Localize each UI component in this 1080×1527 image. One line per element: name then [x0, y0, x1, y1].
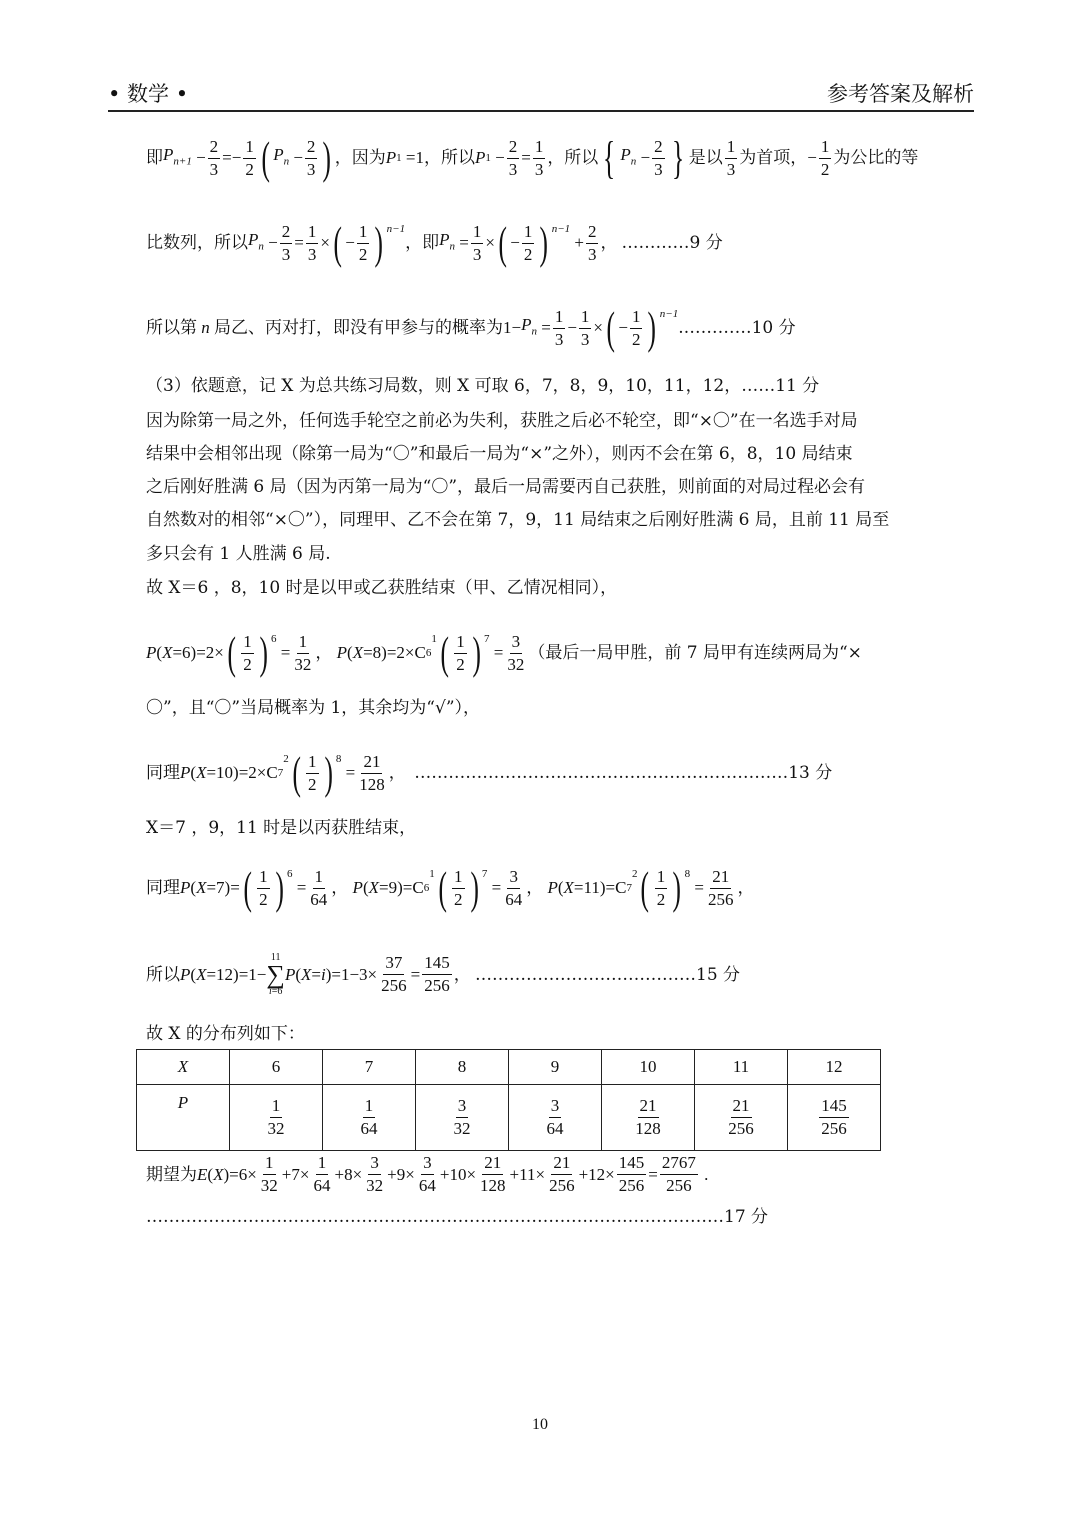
table-cell: $\frac{1}{64}$	[323, 1085, 416, 1151]
table-cell: $\frac{1}{32}$	[230, 1085, 323, 1151]
line-6: 同理 P ( X =10)=2×C 7 $^2$ ( $\frac{1}{2}$ ) $^8$ = $\frac{21}{128}$ ， …………………………………………………………13 分	[146, 747, 833, 798]
table-cell: X	[137, 1050, 230, 1085]
table-cell: P	[137, 1085, 230, 1151]
line-9: 所以 P ( X =12)=1− 11 ∑ i=6 P ( X = i )=1−3× $\frac{37}{256}$ = $\frac{145}{256}$ ， …………………………………15 分	[146, 951, 741, 997]
page-header	[108, 78, 974, 110]
part-3-intro: （3）依题意，记 X 为总共练习局数，则 X 可取 6，7，8，9，10，11，12，……11 分	[146, 376, 820, 396]
line-8: 同理 P ( X =7)= ( $\frac{1}{2}$ ) $^6$ = $\frac{1}{64}$ ， P ( X =9)=C 6 $^1$ ( $\frac{1}{2}$ ) $^7$ = $\frac{3}{64}$ ， P ( X =11)=C 7 $^2$ ( $\frac{1}{2}$ ) $^8$ = $\frac{21}{256}$ ，	[146, 862, 755, 913]
line-5: 〇”，且“〇”当局概率为 1，其余均为“√”），	[146, 698, 481, 718]
table-cell: 6	[230, 1050, 323, 1085]
para-line: 自然数对的相邻“×〇”），同理甲、乙不会在第 7，9，11 局结束之后刚好胜满 6 局，且前 11 局至	[146, 510, 890, 530]
table-cell: 8	[416, 1050, 509, 1085]
para-line: 之后刚好胜满 6 局（因为丙第一局为“〇”，最后一局需要丙自己获胜，则前面的对局过程必会有	[146, 477, 866, 497]
table-cell: 10	[602, 1050, 695, 1085]
case-2-heading: X＝7 ，9，11 时是以丙获胜结束，	[146, 818, 417, 838]
para-line: 多只会有 1 人胜满 6 局.	[146, 544, 331, 564]
line-2: 比数列，所以 $P_n$ − $\frac{2}{3}$ = $\frac{1}{3}$ × ( − $\frac{1}{2}$ ) $^{n-1}$ ，即 $P_n$ = $\frac{1}{3}$ × ( − $\frac{1}{2}$ ) $^{n-1}$ + $\frac{2}{3}$ ， …………9 分	[146, 217, 723, 268]
line-1: 即 $P_{n+1}$ − $\frac{2}{3}$ =− $\frac{1}{2}$ ( $P_n$ − $\frac{2}{3}$ ) ，因为 P 1 =1 ，所以 P 1 − $\frac{2}{3}$ = $\frac{1}{3}$ ，所以 { $P_n$ − $\frac{2}{3}$ } 是以 $\frac{1}{3}$ 为首项， − $\frac{1}{2}$ 为公比的等	[146, 132, 919, 183]
page-number: 10	[532, 1416, 548, 1433]
table-cell: 7	[323, 1050, 416, 1085]
score-line: …………………………………………………………………………………………17 分	[146, 1207, 769, 1227]
table-cell: $\frac{21}{128}$	[602, 1085, 695, 1151]
para-line: 结果中会相邻出现（除第一局为“〇”和最后一局为“×”之外），则丙不会在第 6，8，10 局结束	[146, 444, 853, 464]
table-cell: $\frac{21}{256}$	[695, 1085, 788, 1151]
line-3: 所以第 n 局乙、丙对打，即没有甲参与的概率为 1− $P_n$ = $\frac{1}{3}$ − $\frac{1}{3}$ × ( − $\frac{1}{2}$ ) $^{n-1}$ .…………10 分	[146, 302, 796, 353]
table-cell: 11	[695, 1050, 788, 1085]
table-cell: $\frac{3}{32}$	[416, 1085, 509, 1151]
line-4: P ( X =6)=2× ( $\frac{1}{2}$ ) $^6$ = $\frac{1}{32}$ ， P ( X =8)=2×C 6 $^1$ ( $\frac{1}{2}$ ) $^7$ = $\frac{3}{32}$ （最后一局甲胜，前 7 局甲有连续两局为“×	[146, 627, 862, 678]
table-cell: 9	[509, 1050, 602, 1085]
table-cell: $\frac{145}{256}$	[788, 1085, 881, 1151]
table-cell: $\frac{3}{64}$	[509, 1085, 602, 1151]
para-line: 因为除第一局之外，任何选手轮空之前必为失利，获胜之后必不轮空，即“×〇”在一名选手对局	[146, 411, 858, 431]
case-1-heading: 故 X＝6 ，8，10 时是以甲或乙获胜结束（甲、乙情况相同），	[146, 578, 618, 598]
table-row	[137, 1085, 881, 1151]
header-subject: • 数学 •	[108, 82, 189, 106]
header-rule	[108, 110, 974, 112]
header-title: 参考答案及解析	[827, 82, 974, 106]
table-row	[137, 1050, 881, 1085]
table-intro: 故 X 的分布列如下：	[146, 1024, 305, 1044]
expectation-line: 期望为 E ( X )=6× $\frac{1}{32}$ +7× $\frac{1}{64}$ +8× $\frac{3}{32}$ +9× $\frac{3}{64}$ +10× $\frac{21}{128}$ +11× $\frac{21}{256}$ +12× $\frac{145}{256}$ = $\frac{2767}{256}$ .	[146, 1153, 709, 1195]
table-cell: 12	[788, 1050, 881, 1085]
distribution-table	[136, 1049, 881, 1151]
